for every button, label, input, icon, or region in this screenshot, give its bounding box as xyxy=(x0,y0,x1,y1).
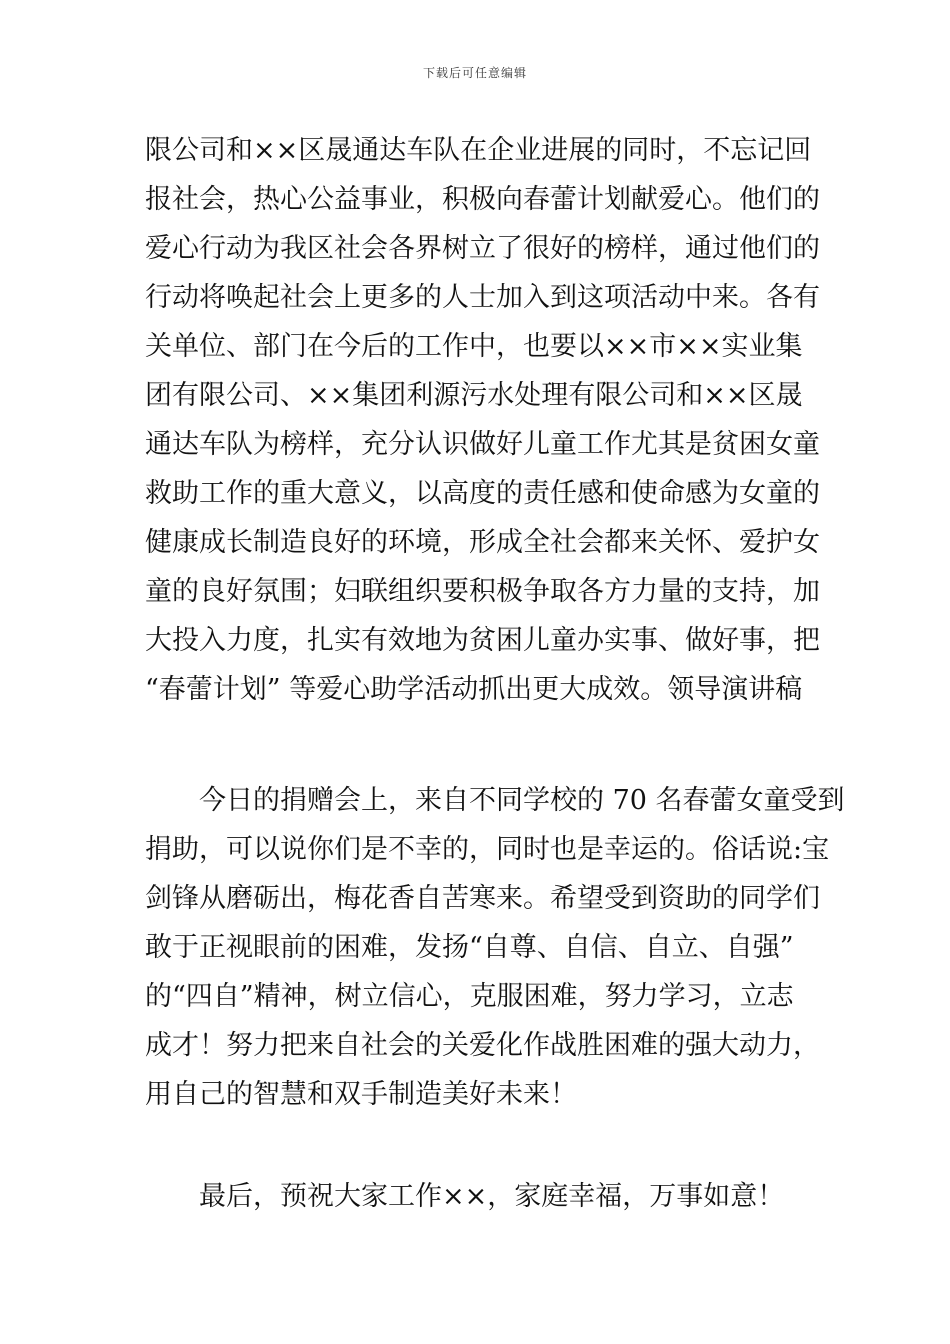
paragraph-line: 关单位、部门在今后的工作中，也要以××市××实业集 xyxy=(145,331,803,362)
paragraph-1 xyxy=(145,126,820,714)
paragraph-line: 限公司和××区晟通达车队在企业进展的同时，不忘记回 xyxy=(145,135,812,166)
paragraph-2 xyxy=(145,776,845,1119)
paragraph-line: 救助工作的重大意义，以高度的责任感和使命感为女童的 xyxy=(145,478,820,509)
paragraph-line: 用自己的智慧和双手制造美好未来！ xyxy=(145,1079,577,1110)
paragraph-line: 团有限公司、××集团利源污水处理有限公司和××区晟 xyxy=(145,380,803,411)
paragraph-line: 童的良好氛围；妇联组织要积极争取各方力量的支持，加 xyxy=(145,576,820,607)
paragraph-line: “春蕾计划” 等爱心助学活动抓出更大成效。领导演讲稿 xyxy=(145,674,803,705)
paragraph-line: 最后，预祝大家工作××，家庭幸福，万事如意！ xyxy=(145,1181,785,1212)
paragraph-line: 行动将唤起社会上更多的人士加入到这项活动中来。各有 xyxy=(145,282,820,313)
paragraph-line: 健康成长制造良好的环境，形成全社会都来关怀、爱护女 xyxy=(145,527,820,558)
paragraph-line: 敢于正视眼前的困难，发扬“自尊、自信、自立、自强” xyxy=(145,932,794,963)
paragraph-line: 的“四自”精神，树立信心，克服困难，努力学习，立志 xyxy=(145,981,794,1012)
paragraph-line: 捐助，可以说你们是不幸的，同时也是幸运的。俗话说:宝 xyxy=(145,834,830,865)
paragraph-line: 成才！努力把来自社会的关爱化作战胜困难的强大动力， xyxy=(145,1030,820,1061)
paragraph-line: 大投入力度，扎实有效地为贫困儿童办实事、做好事，把 xyxy=(145,625,820,656)
page-header: 下载后可任意编辑 xyxy=(422,66,527,80)
paragraph-line: 爱心行动为我区社会各界树立了很好的榜样，通过他们的 xyxy=(145,233,820,264)
paragraph-line: 通达车队为榜样，充分认识做好儿童工作尤其是贫困女童 xyxy=(145,429,820,460)
paragraph-3 xyxy=(145,1172,810,1221)
paragraph-line: 剑锋从磨砺出，梅花香自苦寒来。希望受到资助的同学们 xyxy=(145,883,820,914)
paragraph-line: 报社会，热心公益事业，积极向春蕾计划献爱心。他们的 xyxy=(145,184,820,215)
paragraph-line: 今日的捐赠会上，来自不同学校的 70 名春蕾女童受到 xyxy=(145,785,845,816)
